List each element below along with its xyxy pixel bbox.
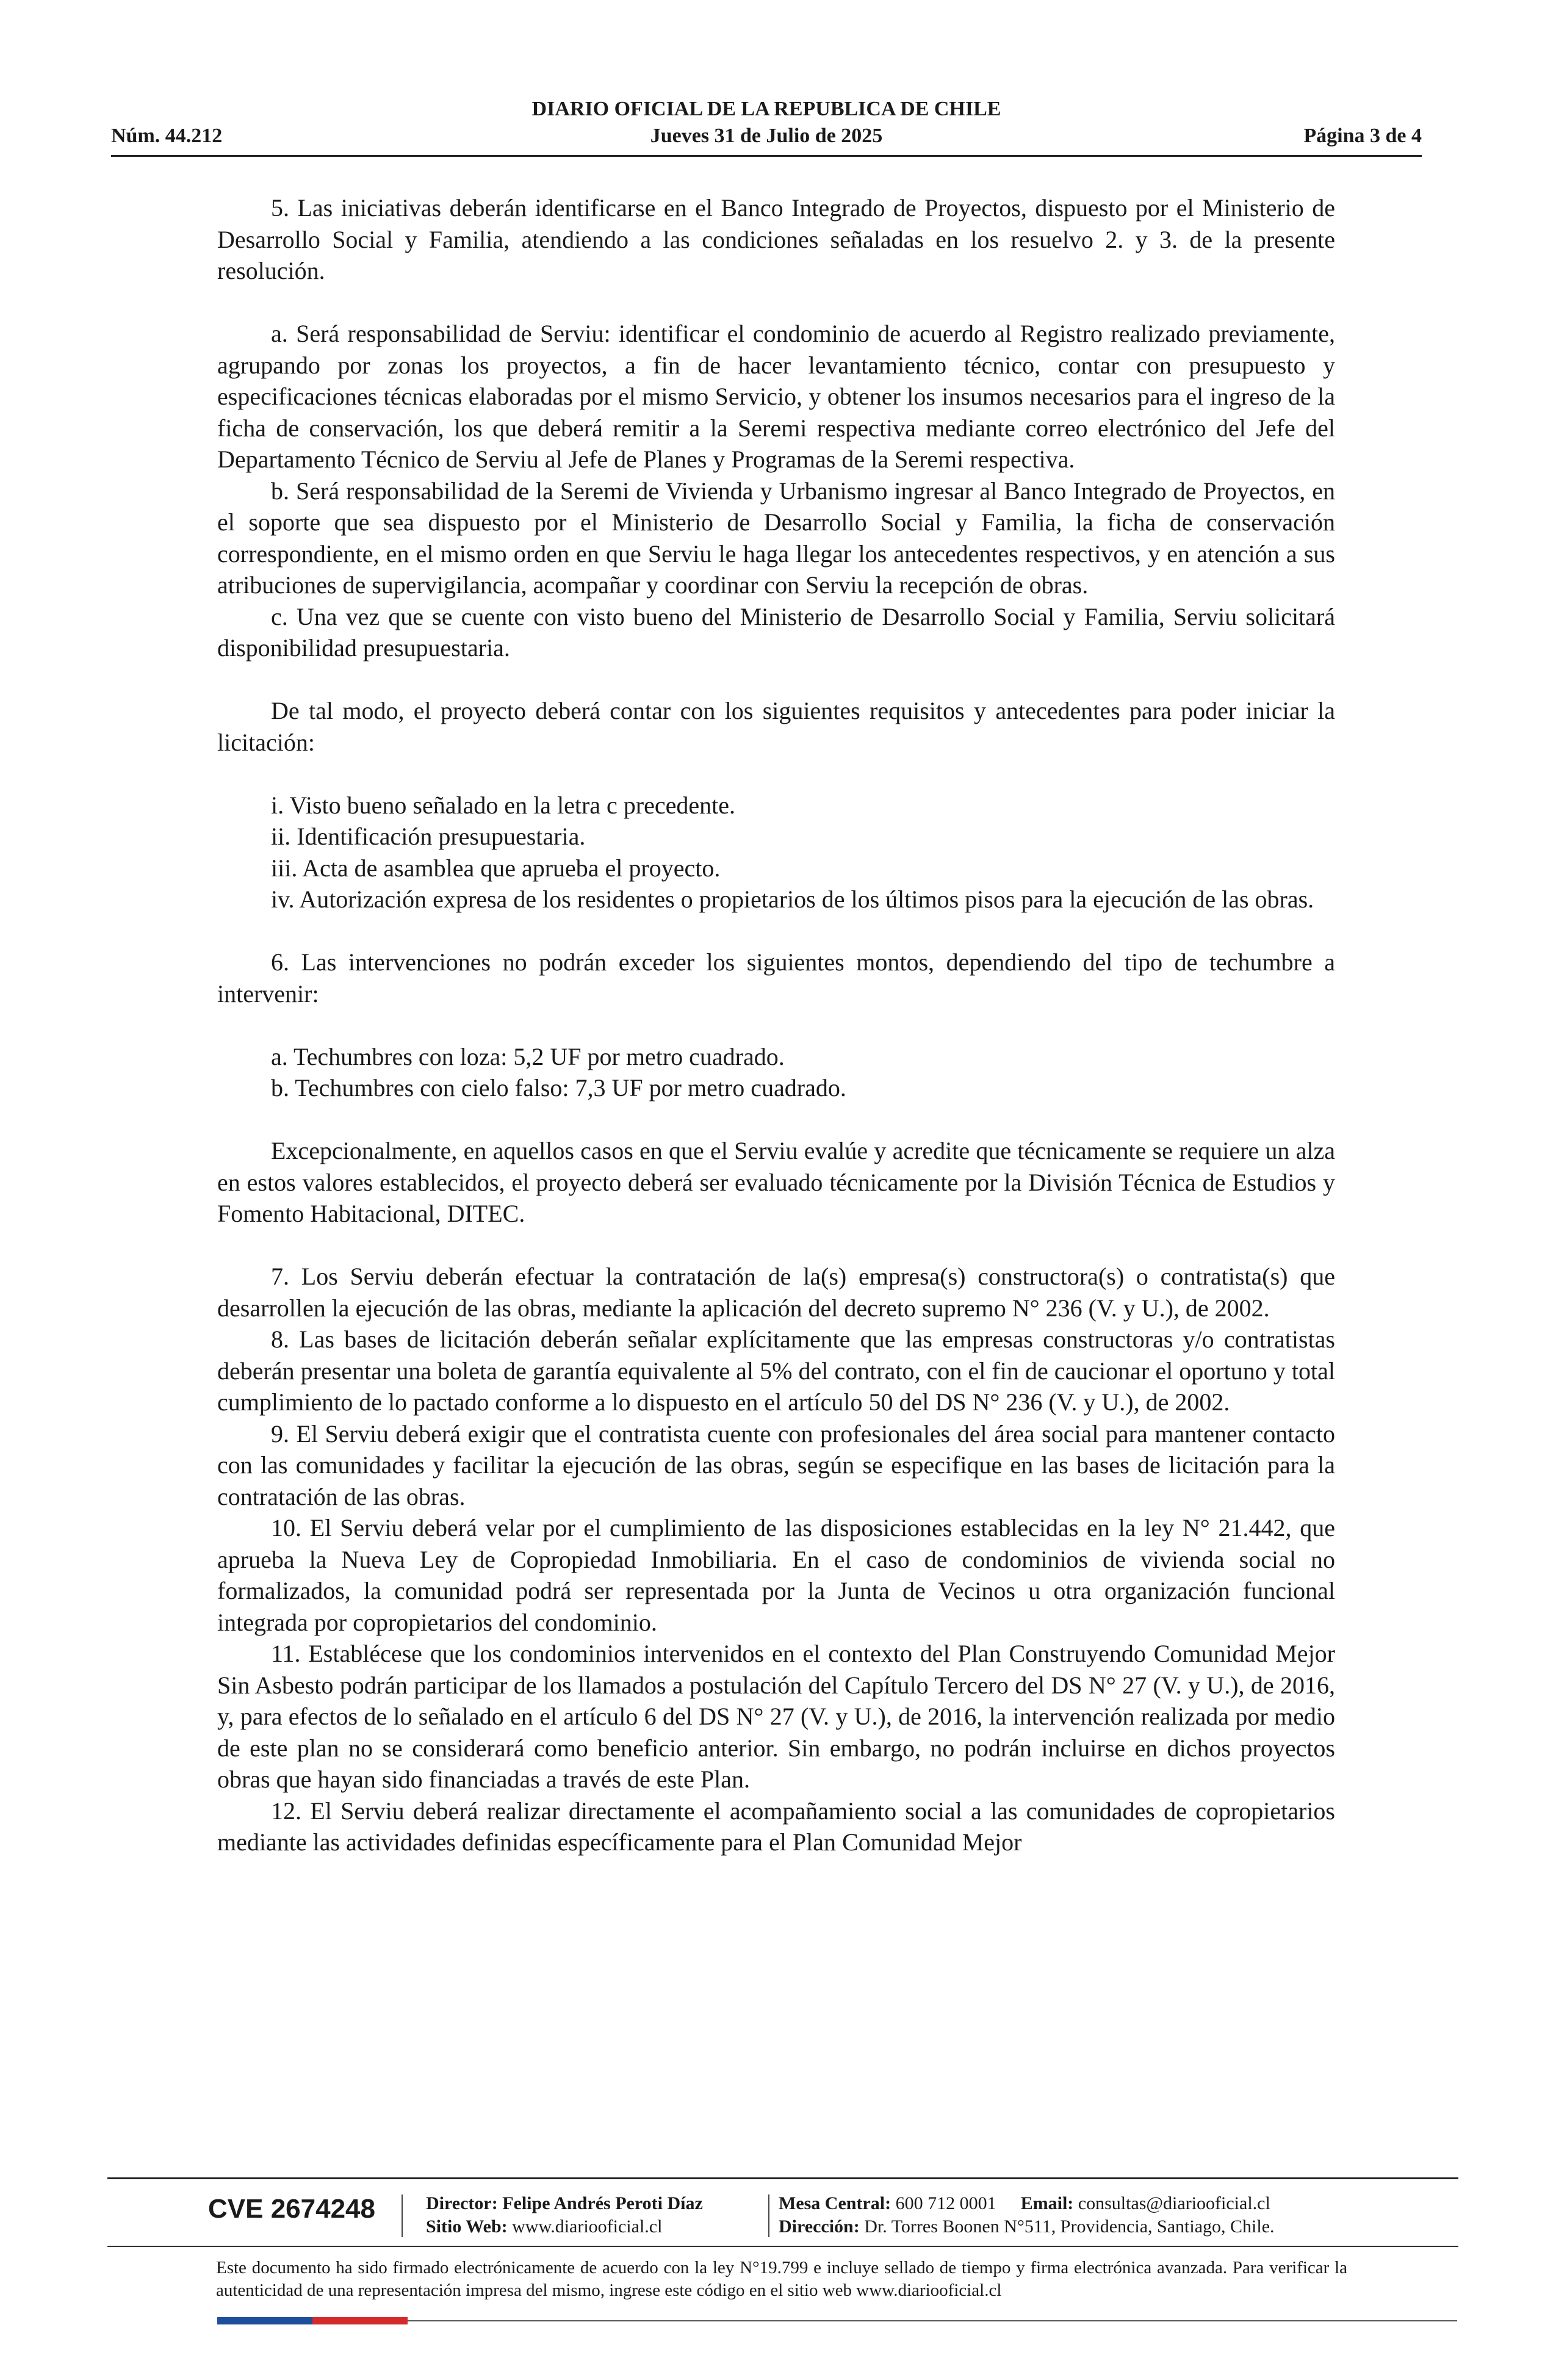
document-body xyxy=(217,192,1335,1858)
paragraph-7: 7. Los Serviu deberán efectuar la contratación de la(s) empresa(s) constructora(s) o contratista(s) que desarrollen la ejecución de las obras, mediante la aplicación del decreto supremo N° 236 (V. y U.), de 2002. xyxy=(217,1263,1335,1322)
director-label: Director: xyxy=(426,2193,498,2213)
address-label: Dirección: xyxy=(779,2216,860,2237)
paragraph-12: 12. El Serviu deberá realizar directamente el acompañamiento social a las comunidades de copropietarios mediante las actividades definidas específicamente para el Plan Comunidad Mejor xyxy=(217,1797,1335,1856)
cve-code: CVE 2674248 xyxy=(208,2194,375,2224)
footer-contact-block xyxy=(779,2192,1275,2238)
footer-director-block xyxy=(426,2192,703,2238)
header-rule xyxy=(111,155,1422,157)
email-label: Email: xyxy=(1020,2193,1074,2213)
legal-notice: Este documento ha sido firmado electrónicamente de acuerdo con la ley N°19.799 e incluye sellado de tiempo y firma electrónica avanzada. Para verificar la autenticidad de una representación impresa del mismo, ingrese este código en el sitio web www.diariooficial.cl xyxy=(216,2258,1347,2300)
requirement-item: iii. Acta de asamblea que aprueba el proyecto. xyxy=(271,854,721,882)
publication-title: DIARIO OFICIAL DE LA REPUBLICA DE CHILE xyxy=(531,98,1001,120)
paragraph-5b: b. Será responsabilidad de la Seremi de Vivienda y Urbanismo ingresar al Banco Integrado de Proyectos, en el soporte que sea dispuesto por el Ministerio de Desarrollo Social y Familia, la ficha de conservación correspondiente, en el mismo orden en que Serviu le haga llegar los antecedentes respectivos, y en atención a sus atribuciones de supervigilancia, acompañar y coordinar con Serviu la recepción de obras. xyxy=(217,477,1335,599)
web-link[interactable]: www.diariooficial.cl xyxy=(512,2216,663,2237)
page-indicator: Página 3 de 4 xyxy=(1303,124,1422,147)
issue-number: Núm. 44.212 xyxy=(111,124,223,147)
footer-rule xyxy=(107,2177,1458,2179)
flag-red-bar xyxy=(312,2317,408,2324)
paragraph-5a: a. Será responsabilidad de Serviu: identificar el condominio de acuerdo al Registro realizado previamente, agrupando por zonas los proyectos, a fin de hacer levantamiento técnico, contar con presupuesto y especificaciones técnicas elaboradas por el mismo Servicio, y obtener los insumos necesarios para el ingreso de la ficha de conservación, los que deberá remitir a la Seremi respectiva mediante correo electrónico del Jefe del Departamento Técnico de Serviu al Jefe de Planes y Programas de la Seremi respectiva. xyxy=(217,320,1335,473)
paragraph-exception: Excepcionalmente, en aquellos casos en que el Serviu evalúe y acredite que técnicamente se requiere un alza en estos valores establecidos, el proyecto deberá ser evaluado técnicamente por la División Técnica de Estudios y Fomento Habitacional, DITEC. xyxy=(217,1137,1335,1227)
paragraph-5c: c. Una vez que se cuente con visto bueno del Ministerio de Desarrollo Social y Familia, Serviu solicitará disponibilidad presupuestaria. xyxy=(217,602,1335,662)
paragraph-10: 10. El Serviu deberá velar por el cumplimiento de las disposiciones establecidas en la ley N° 21.442, que aprueba la Nueva Ley de Copropiedad Inmobiliaria. En el caso de condominios de vivienda social no formalizados, la comunidad podrá ser representada por la Junta de Vecinos u otra organización funcional integrada por copropietarios del condominio. xyxy=(217,1514,1335,1636)
issue-date: Jueves 31 de Julio de 2025 xyxy=(650,124,883,147)
page-header xyxy=(111,92,1422,159)
requirement-item: ii. Identificación presupuestaria. xyxy=(271,823,586,850)
paragraph-11: 11. Establécese que los condominios intervenidos en el contexto del Plan Construyendo Comunidad Mejor Sin Asbesto podrán participar de los llamados a postulación del Capítulo Tercero del DS N° 27 (V. y U.), de 2016, y, para efectos de lo señalado en el artículo 6 del DS N° 27 (V. y U.), de 2016, la intervención realizada por medio de este plan no se considerará como beneficio anterior. Sin embargo, no podrán incluirse en dichos proyectos obras que hayan sido financiadas a través de este Plan. xyxy=(217,1640,1335,1793)
paragraph-requirements: De tal modo, el proyecto deberá contar con los siguientes requisitos y antecedentes para poder iniciar la licitación: xyxy=(217,697,1335,756)
web-label: Sitio Web: xyxy=(426,2216,508,2237)
mesa-label: Mesa Central: xyxy=(779,2193,891,2213)
address-value: Dr. Torres Boonen N°511, Providencia, Santiago, Chile. xyxy=(864,2216,1275,2237)
amount-item: a. Techumbres con loza: 5,2 UF por metro cuadrado. xyxy=(271,1042,785,1070)
footer-divider xyxy=(402,2194,403,2237)
footer-rule-mid xyxy=(107,2246,1458,2247)
footer-divider xyxy=(768,2194,769,2237)
paragraph-5: 5. Las iniciativas deberán identificarse en el Banco Integrado de Proyectos, dispuesto por el Ministerio de Desarrollo Social y Familia, atendiendo a las condiciones señaladas en los resuelvo 2. y 3. de la presente resolución. xyxy=(217,194,1335,284)
flag-stripe xyxy=(217,2317,408,2324)
amount-item: b. Techumbres con cielo falso: 7,3 UF por metro cuadrado. xyxy=(271,1074,846,1102)
flag-blue-bar xyxy=(217,2317,312,2324)
requirement-item: i. Visto bueno señalado en la letra c precedente. xyxy=(271,791,735,819)
requirement-item: iv. Autorización expresa de los residentes o propietarios de los últimos pisos para la ejecución de las obras. xyxy=(271,885,1314,913)
paragraph-8: 8. Las bases de licitación deberán señalar explícitamente que las empresas constructoras y/o contratistas deberán presentar una boleta de garantía equivalente al 5% del contrato, con el fin de caucionar el oportuno y total cumplimiento de lo pactado conforme a lo dispuesto en el artículo 50 del DS N° 236 (V. y U.), de 2002. xyxy=(217,1325,1335,1416)
director-name: Felipe Andrés Peroti Díaz xyxy=(502,2193,703,2213)
email-link[interactable]: consultas@diariooficial.cl xyxy=(1078,2193,1270,2213)
flag-line xyxy=(408,2320,1457,2321)
mesa-phone: 600 712 0001 xyxy=(895,2193,996,2213)
paragraph-9: 9. El Serviu deberá exigir que el contratista cuente con profesionales del área social para mantener contacto con las comunidades y facilitar la ejecución de las obras, según se especifique en las bases de licitación para la contratación de las obras. xyxy=(217,1419,1335,1510)
paragraph-6: 6. Las intervenciones no podrán exceder los siguientes montos, dependiendo del tipo de techumbre a intervenir: xyxy=(217,948,1335,1008)
